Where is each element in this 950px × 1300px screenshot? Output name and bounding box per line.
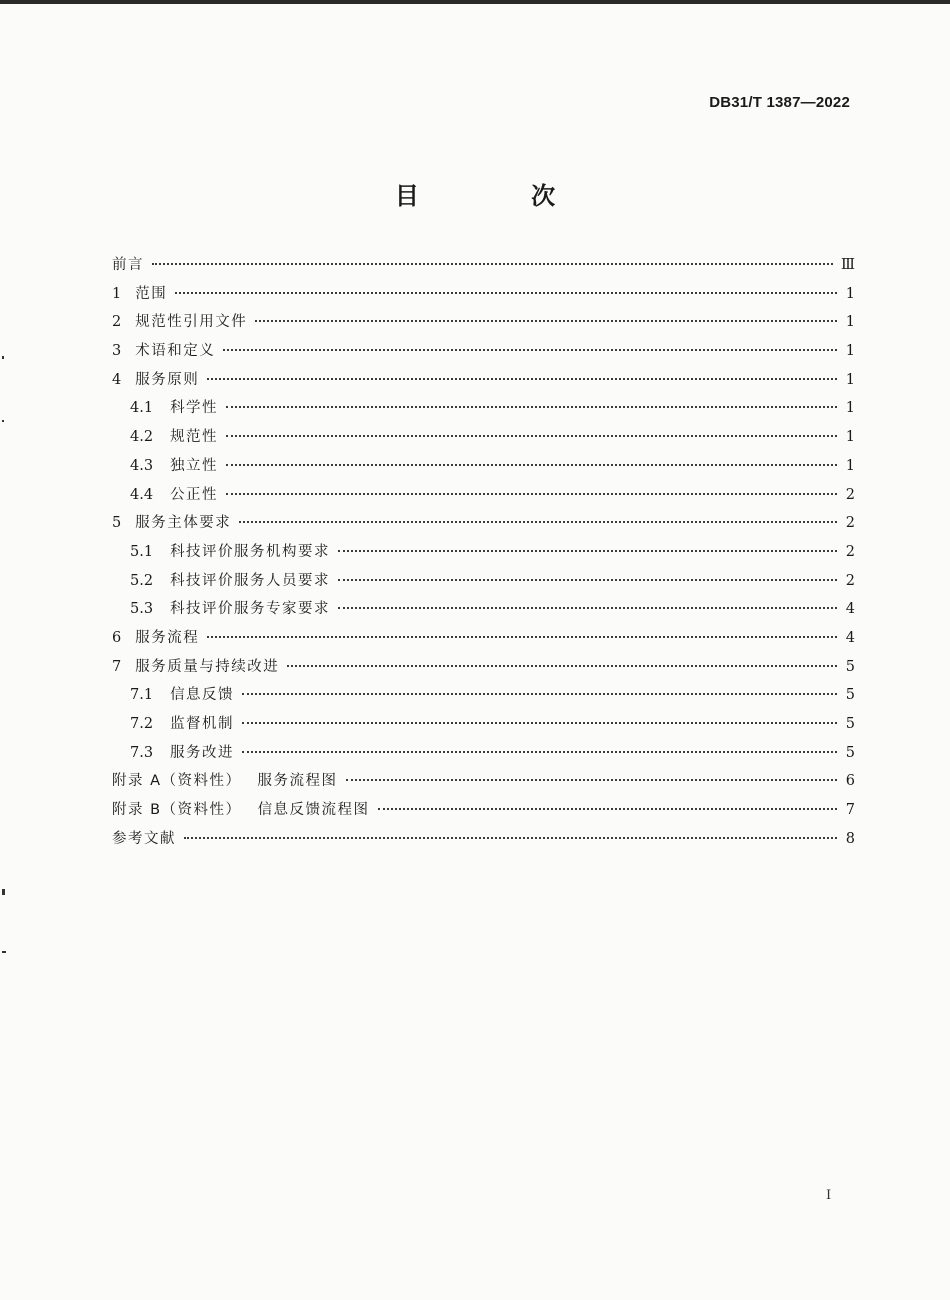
- toc-entry[interactable]: [112, 599, 855, 628]
- dot-leader: [346, 779, 837, 781]
- toc-entry-label: 科技评价服务机构要求: [170, 543, 331, 560]
- top-border-rule: [0, 0, 950, 4]
- toc-entry-label: 公正性: [170, 486, 219, 503]
- toc-entry-page: 1: [845, 429, 855, 446]
- dot-leader: [207, 378, 837, 380]
- dot-leader: [242, 751, 837, 753]
- toc-entry-label: 附录 A（资料性）: [112, 773, 242, 790]
- toc-entry-number: 2: [112, 314, 122, 331]
- scan-mark: [2, 420, 4, 422]
- toc-entry-number: 4: [112, 371, 122, 388]
- toc-entry[interactable]: [112, 456, 855, 485]
- toc-entry[interactable]: [112, 714, 855, 743]
- toc-entry-label: 规范性: [170, 429, 219, 446]
- toc-entry-number: 4.4: [130, 486, 154, 503]
- toc-entry[interactable]: [112, 657, 855, 686]
- toc-entry-page: 6: [845, 773, 855, 790]
- table-of-contents: [112, 255, 855, 857]
- toc-entry-number: 5.1: [130, 543, 154, 560]
- dot-leader: [287, 665, 837, 667]
- toc-entry-number: 7.3: [130, 744, 154, 761]
- toc-entry[interactable]: [112, 685, 855, 714]
- toc-entry-label: 科技评价服务人员要求: [170, 572, 331, 589]
- toc-entry[interactable]: [112, 542, 855, 571]
- page-title: 目 次: [394, 182, 608, 210]
- toc-entry[interactable]: [112, 370, 855, 399]
- toc-entry-label: 科学性: [170, 400, 219, 417]
- toc-entry-page: 5: [845, 744, 855, 761]
- dot-leader: [223, 349, 837, 351]
- dot-leader: [255, 320, 837, 322]
- toc-entry-page: 1: [845, 285, 855, 302]
- scan-mark: [2, 951, 6, 953]
- toc-entry-number: 5.3: [130, 601, 154, 618]
- toc-entry-page: 2: [845, 572, 855, 589]
- toc-entry-label: 附录 B（资料性）: [112, 802, 242, 819]
- toc-entry-number: 4.2: [130, 429, 154, 446]
- toc-entry-page: 2: [845, 543, 855, 560]
- toc-entry-number: 7: [112, 658, 122, 675]
- dot-leader: [338, 579, 837, 581]
- toc-entry-page: 5: [845, 716, 855, 732]
- dot-leader: [242, 722, 837, 724]
- toc-entry-page: 7: [845, 802, 855, 819]
- toc-entry[interactable]: [112, 284, 855, 313]
- dot-leader: [242, 693, 837, 695]
- toc-entry-number: 3: [112, 343, 122, 360]
- toc-entry-number: 6: [112, 629, 122, 646]
- toc-entry-page: 1: [845, 343, 855, 360]
- toc-entry[interactable]: [112, 427, 855, 456]
- dot-leader: [226, 406, 837, 408]
- toc-entry-label: 前言: [112, 257, 144, 273]
- dot-leader: [175, 292, 837, 294]
- toc-entry-number: 4.1: [130, 400, 154, 417]
- toc-entry[interactable]: [112, 485, 855, 514]
- toc-entry-label: 范围: [135, 285, 168, 302]
- toc-entry-page: 4: [845, 629, 855, 646]
- dot-leader: [152, 263, 833, 265]
- dot-leader: [226, 464, 837, 466]
- toc-entry-label: 服务流程: [135, 629, 200, 646]
- dot-leader: [338, 550, 837, 552]
- toc-entry-number: 5: [112, 515, 122, 532]
- toc-entry-page: 1: [845, 371, 855, 388]
- dot-leader: [184, 837, 837, 839]
- dot-leader: [226, 493, 837, 495]
- toc-entry-number: 1: [112, 285, 122, 302]
- standard-code: DB31/T 1387—2022: [709, 94, 850, 111]
- toc-entry-label: 参考文献: [112, 830, 176, 847]
- toc-entry-label: 独立性: [170, 457, 219, 474]
- dot-leader: [239, 521, 837, 523]
- toc-entry-label: 服务主体要求: [135, 515, 232, 532]
- toc-entry-label: 服务改进: [170, 744, 235, 761]
- toc-entry-page: 2: [845, 515, 855, 532]
- dot-leader: [378, 808, 837, 810]
- toc-entry-label: 服务质量与持续改进: [135, 658, 280, 675]
- toc-entry-label: 术语和定义: [135, 343, 216, 360]
- toc-entry-number: 4.3: [130, 457, 154, 474]
- dot-leader: [226, 435, 837, 437]
- toc-entry[interactable]: [112, 628, 855, 657]
- toc-entry-label: 服务原则: [135, 371, 200, 388]
- toc-entry-page: 5: [845, 687, 855, 704]
- toc-entry-label: 科技评价服务专家要求: [170, 601, 331, 618]
- dot-leader: [338, 607, 837, 609]
- toc-entry-number: 5.2: [130, 572, 154, 589]
- toc-entry-label: 规范性引用文件: [135, 314, 248, 331]
- footer-page-number: I: [826, 1188, 832, 1203]
- toc-entry[interactable]: [112, 513, 855, 542]
- scan-mark: [2, 889, 5, 895]
- toc-entry-page: 1: [845, 400, 855, 417]
- toc-entry[interactable]: [112, 771, 855, 800]
- dot-leader: [207, 636, 837, 638]
- toc-entry-number: 7.2: [130, 716, 154, 732]
- toc-entry-page: Ⅲ: [841, 257, 855, 273]
- toc-entry[interactable]: [112, 571, 855, 600]
- toc-entry-label: 信息反馈: [170, 687, 235, 704]
- toc-entry-sublabel: 信息反馈流程图: [257, 802, 370, 819]
- toc-entry-page: 4: [845, 601, 855, 618]
- toc-entry[interactable]: [112, 312, 855, 341]
- toc-entry-page: 1: [845, 457, 855, 474]
- toc-entry-number: 7.1: [130, 687, 154, 704]
- toc-entry-page: 5: [845, 658, 855, 675]
- toc-entry[interactable]: [112, 829, 855, 858]
- toc-entry[interactable]: [112, 743, 855, 772]
- toc-entry-sublabel: 服务流程图: [257, 773, 338, 790]
- toc-entry-page: 8: [845, 830, 855, 847]
- toc-entry[interactable]: [112, 398, 855, 427]
- toc-entry[interactable]: [112, 255, 855, 284]
- scan-mark: [2, 356, 4, 359]
- toc-entry-page: 1: [845, 314, 855, 331]
- toc-entry-label: 监督机制: [170, 716, 235, 732]
- toc-entry[interactable]: [112, 341, 855, 370]
- toc-entry[interactable]: [112, 800, 855, 829]
- toc-entry-page: 2: [845, 486, 855, 503]
